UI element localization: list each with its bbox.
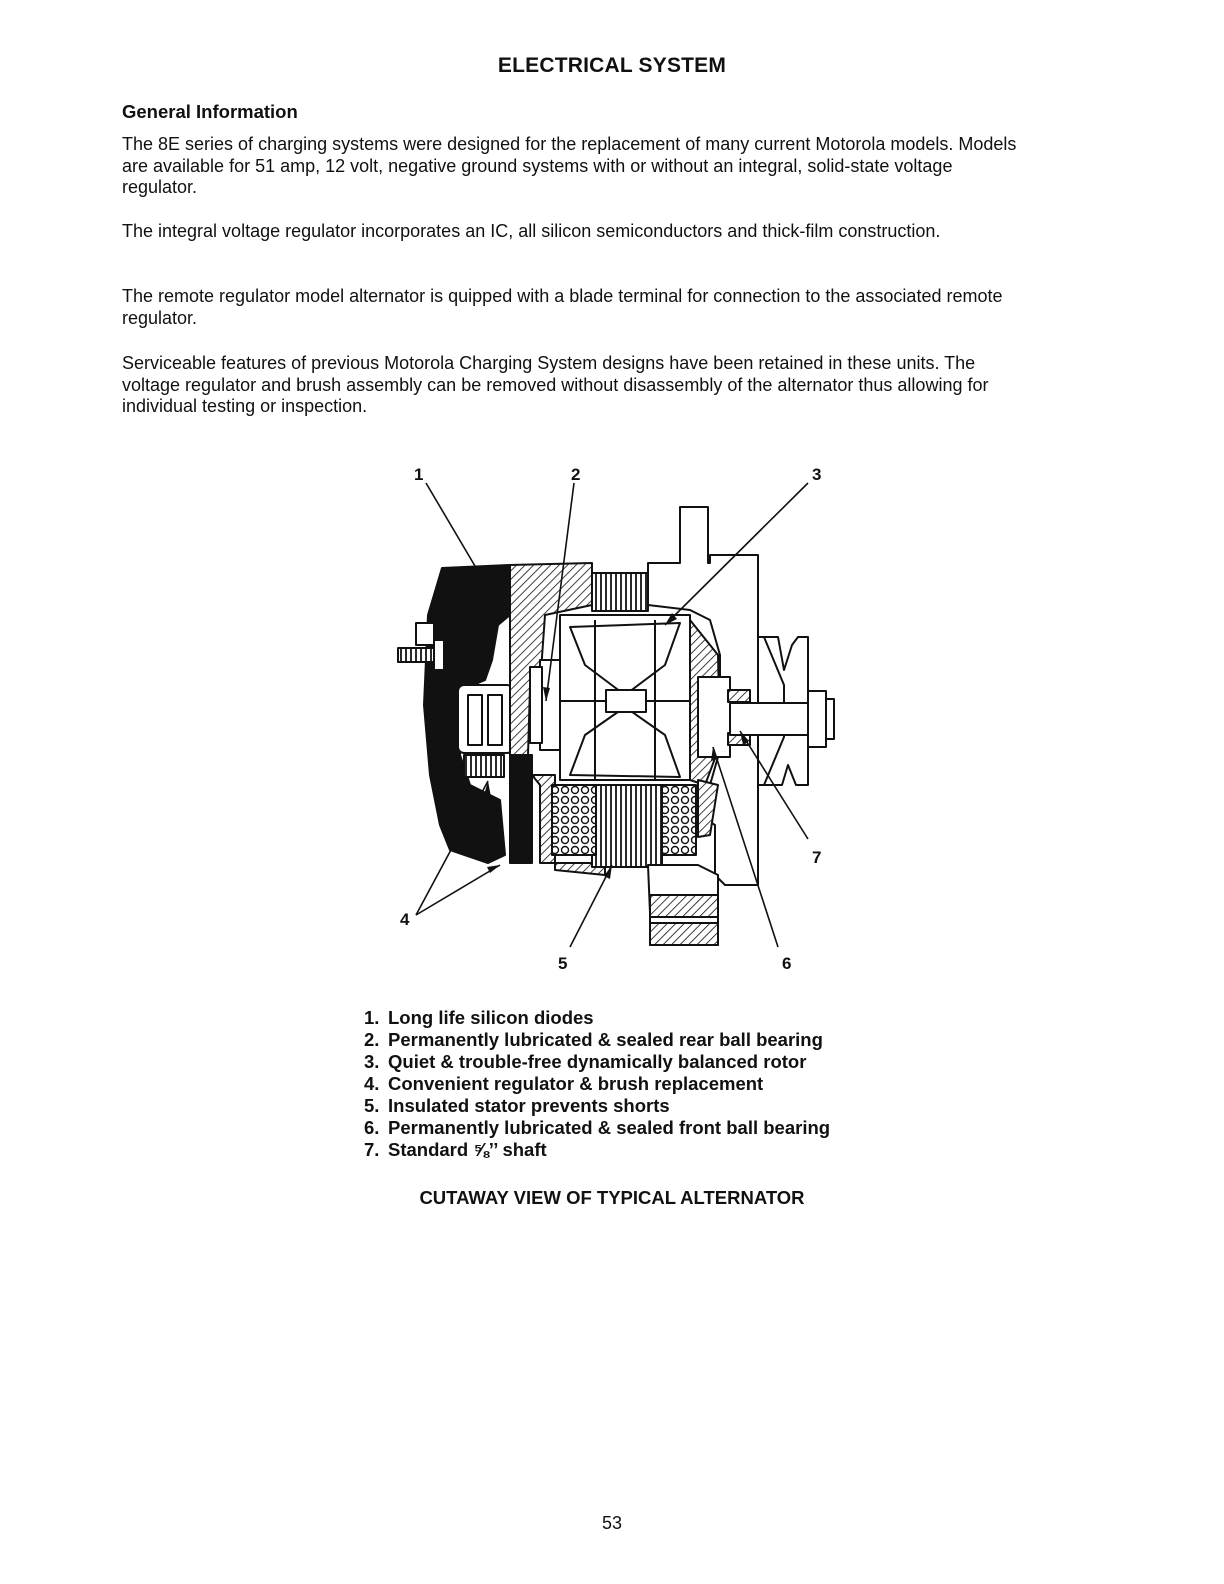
paragraph-remote-regulator: The remote regulator model alternator is quipped with a blade terminal for connection to the associated remote regulator. — [122, 286, 1003, 328]
paragraph-serviceable-features: Serviceable features of previous Motorola Charging System designs have been retained in these units. The voltage regulator and brush assembly can be removed without disassembly of the alternator thus allowing for individual testing or inspection. — [122, 353, 989, 416]
alternator-cutaway-figure — [380, 455, 860, 975]
page-title: ELECTRICAL SYSTEM — [497, 54, 727, 77]
callout-3: 3 — [812, 465, 822, 484]
page-number: 53 — [601, 1513, 623, 1533]
callout-6: 6 — [782, 954, 792, 973]
callout-4: 4 — [400, 910, 410, 929]
legend-item: 3. Quiet & trouble-free dynamically balanced rotor — [364, 1051, 807, 1072]
legend-item: 7. Standard ⅝’’ shaft — [364, 1139, 547, 1160]
callout-1: 1 — [414, 465, 424, 484]
legend-item: 2. Permanently lubricated & sealed rear ball bearing — [364, 1029, 823, 1050]
figure-caption: CUTAWAY VIEW OF TYPICAL ALTERNATOR — [419, 1187, 805, 1208]
paragraph-intro: The 8E series of charging systems were designed for the replacement of many current Motorola models. Models are available for 51 amp, 12 volt, negative ground systems with or without an integral, solid-state voltage regulator. — [122, 134, 1017, 197]
alternator-cutaway-drawing — [380, 455, 860, 975]
legend-item: 1. Long life silicon diodes — [364, 1007, 594, 1028]
alternator-body — [398, 507, 834, 945]
paragraph-integral-regulator: The integral voltage regulator incorporates an IC, all silicon semiconductors and thick-film construction. — [122, 221, 941, 241]
legend-item: 5. Insulated stator prevents shorts — [364, 1095, 670, 1116]
section-heading: General Information — [122, 101, 298, 122]
legend-item: 4. Convenient regulator & brush replacement — [364, 1073, 764, 1094]
callout-2: 2 — [571, 465, 581, 484]
legend-item: 6. Permanently lubricated & sealed front ball bearing — [364, 1117, 831, 1138]
callout-5: 5 — [558, 954, 568, 973]
figure-legend — [364, 1007, 830, 1161]
callout-7: 7 — [812, 848, 822, 867]
